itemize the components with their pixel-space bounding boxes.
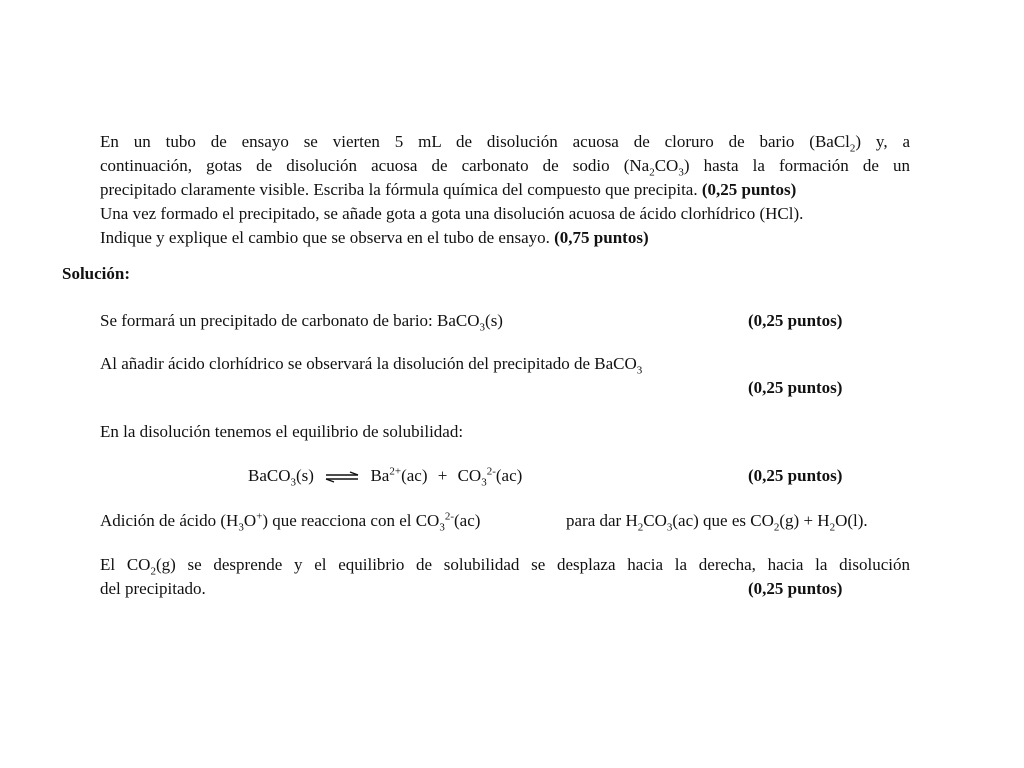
solution-step-4: Adición de ácido $(H_3O^+)$ que reacciona con el $CO_3^{2-}(ac)$ bbox=[100, 510, 481, 534]
solution-heading: Solución: bbox=[62, 264, 131, 283]
problem-line-4: Una vez formado el precipitado, se añade gota a gota una disolución acuosa de ácido clorhídrico (HCl). bbox=[100, 204, 804, 223]
problem-line-2: continuación, gotas de disolución acuosa de carbonato de sodio $(Na_2CO_3)$ hasta la formación de un bbox=[100, 156, 910, 179]
solution-step-5-line-1: El $CO_2(g)$ se desprende y el equilibrio de solubilidad se desplaza hacia la derecha, hacia la disolución bbox=[100, 555, 910, 578]
solution-step-2: Al añadir ácido clorhídrico se observará la disolución del precipitado de BaCO$_3$ bbox=[100, 354, 643, 377]
solubility-equation: BaCO$_3$(s) $Ba^{2+}(ac) + CO_3^{2-}(ac)$ bbox=[248, 465, 523, 489]
problem-points-1: (0,25 puntos) bbox=[701, 180, 797, 199]
solution-step-5-points: (0,25 puntos) bbox=[748, 579, 843, 598]
solution-step-3: En la disolución tenemos el equilibrio de solubilidad: bbox=[100, 422, 464, 441]
equation-points: (0,25 puntos) bbox=[748, 466, 843, 485]
solution-step-1: Se formará un precipitado de carbonato de bario: BaCO$_3$(s) bbox=[100, 311, 503, 334]
problem-line-1: En un tubo de ensayo se vierten 5 mL de disolución acuosa de cloruro de bario (BaCl$_2$) y, a bbox=[100, 132, 910, 155]
solution-step-4-continued: para dar $H_2CO_3(ac)$ que es $CO_2(g) + H_2O(l)$. bbox=[566, 511, 868, 534]
problem-line-5: Indique y explique el cambio que se observa en el tubo de ensayo. (0,75 puntos) bbox=[100, 228, 649, 247]
problem-statement bbox=[100, 130, 910, 250]
solution-step-5-line-2: del precipitado. bbox=[100, 579, 206, 598]
solution-step-1-points: (0,25 puntos) bbox=[748, 311, 843, 330]
problem-line-3: precipitado claramente visible. Escriba la fórmula química del compuesto que precipita. (0,25 puntos) bbox=[100, 180, 797, 199]
problem-points-2: (0,75 puntos) bbox=[554, 228, 649, 247]
solution-step-2-points: (0,25 puntos) bbox=[748, 378, 843, 397]
equilibrium-arrow-icon bbox=[324, 471, 360, 483]
